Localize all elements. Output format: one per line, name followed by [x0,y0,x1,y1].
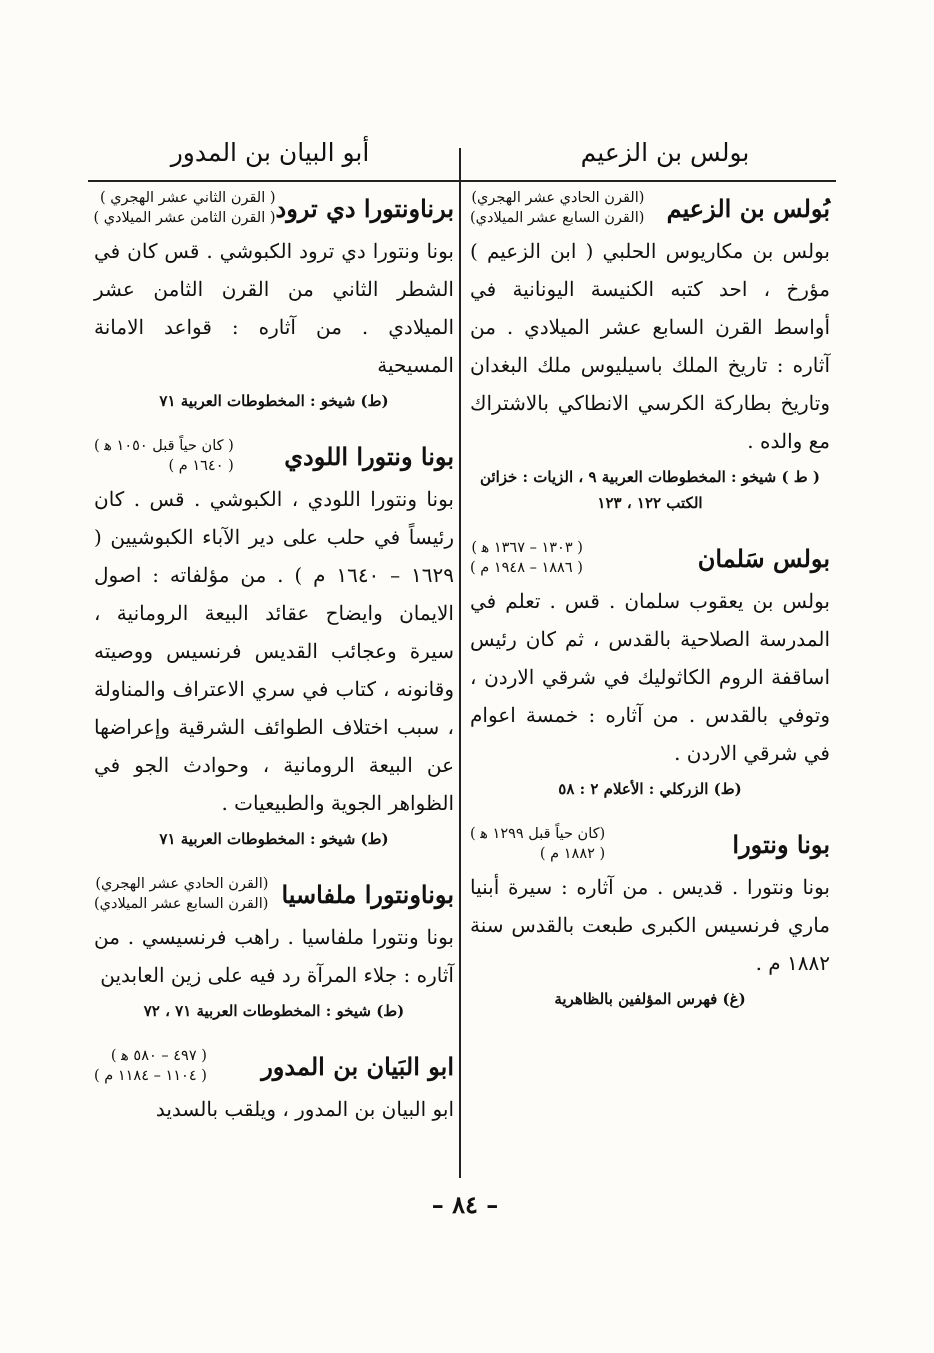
entry-body: بولس بن يعقوب سلمان . قس . تعلم في المدرسة الصلاحية بالقدس ، ثم كان رئيس اساقفة الروم الكاثوليك في شرقي الاردن ، وتوفي بالقدس . من آثاره : خمسة اعوام في شرقي الاردن . [470,589,830,765]
entry-date-gregorian: ( ١٦٤٠ م ) [168,458,234,474]
entry-dates [94,436,234,476]
entry-date-gregorian: ( ١٨٨٦ – ١٩٤٨ م ) [470,560,583,576]
entry-date-hijri: ( ١٣٠٣ – ١٣٦٧ ﻫ ) [471,540,583,556]
entry [94,436,454,852]
entry-heading [94,874,454,914]
entry-name: برناونتورا دي ترود [275,193,454,223]
entry-heading [94,188,454,228]
entry-body: بونا ونتورا ملفاسيا . راهب فرنسيسي . من آثاره : جلاء المرآة رد فيه على زين العابدين [94,925,454,987]
entry-date-gregorian: ( ١٨٨٢ م ) [539,846,606,862]
entry-body: بولس بن مكاريوس الحلبي ( ابن الزعيم ) مؤرخ ، احد كتبه الكنيسة اليونانية في أواسط القرن السابع عشر الميلادي . من آثاره : تاريخ الملك باسيليوس ملك البغدان وتاريخ بطاركة الكرسي الانطاكي بالاشتراك مع والده . [470,239,830,453]
entry-heading [94,1046,454,1086]
entry [94,188,454,414]
entry-source: (ط) شيخو : المخطوطات العربية ٧١ [159,830,389,848]
entry-date-hijri: ( كان حياً قبل ١٠٥٠ ﻫ ) [94,438,234,454]
entry-date-hijri: (القرن الحادي عشر الهجري) [471,190,645,206]
entry-date-gregorian: ( ١١٠٤ – ١١٨٤ م ) [94,1068,207,1084]
page-number: – ٨٤ – [431,1190,499,1219]
entry [94,1046,454,1128]
entry-date-hijri: (القرن الحادي عشر الهجري) [95,876,269,892]
entry-date-gregorian: ( القرن الثامن عشر الميلادي ) [93,210,276,226]
entry-date-hijri: (كان حياً قبل ١٢٩٩ ﻫ ) [470,826,606,842]
entry-date-gregorian: (القرن السابع عشر الميلادي) [470,210,645,226]
entry [470,824,830,1012]
running-header-left: أبو البيان بن المدور [170,138,370,167]
entry [470,538,830,802]
entry-dates [94,874,268,914]
entry-heading [470,188,830,228]
entry-body: بونا ونتورا اللودي ، الكبوشي . قس . كان رئيساً في حلب على دير الآباء الكبوشيين ( ١٦٢٩ – ١٦٤٠ م ) . من مؤلفاته : اصول الايمان وايضاح عقائد البيعة الرومانية ، سيرة وعجائب القديس فرنسيس ووصيته وقانونه ، كتاب في سري الاعتراف والمناولة ، سبب اختلاف الطوائف الشرقية وإعراضها عن البيعة الرومانية ، وحوادث الجو في الظواهر الجوية والطبيعيات . [94,487,454,815]
entry-source: (غ) فهرس المؤلفين بالظاهرية [554,990,746,1008]
header-rule [88,180,836,182]
entry-name: ابو البَيان بن المدور [261,1051,454,1081]
entry-body: ابو البيان بن المدور ، ويلقب بالسديد [155,1097,454,1121]
entry [94,874,454,1024]
entry-name: بُولس بن الزعيم [666,193,830,223]
entry-source: (ط) شيخو : المخطوطات العربية ٧١ ، ٧٢ [143,1002,405,1020]
entry-name: بوناونتورا ملفاسيا [281,879,454,909]
entry-body: بونا ونتورا . قديس . من آثاره : سيرة أبنيا ماري فرنسيس الكبرى طبعت بالقدس سنة ١٨٨٢ م . [470,875,830,975]
entry-dates [470,188,644,228]
entry-date-gregorian: (القرن السابع عشر الميلادي) [94,896,269,912]
entry-heading [470,538,830,578]
entry-source: (ط) الزركلي : الأعلام ٢ : ٥٨ [558,780,742,798]
entry-name: بونا ونتورا [732,829,830,859]
entry-dates [470,824,605,864]
entry-dates [94,1046,207,1086]
entry-source: ( ط ) شيخو : المخطوطات العربية ٩ ، الزيات : خزائن الكتب ١٢٢ ، ١٢٣ [480,468,820,512]
entry-source: (ط) شيخو : المخطوطات العربية ٧١ [159,392,389,410]
entry-dates [93,188,275,228]
right-column [470,188,830,1034]
entry [470,188,830,516]
entry-dates [470,538,583,578]
entry-date-hijri: ( ٤٩٧ – ٥٨٠ ﻫ ) [110,1048,207,1064]
entry-date-hijri: ( القرن الثاني عشر الهجري ) [99,190,276,206]
entry-heading [94,436,454,476]
entry-body: بونا ونتورا دي ترود الكبوشي . قس كان في الشطر الثاني من القرن الثامن عشر الميلادي . من آثاره : قواعد الامانة المسيحية [94,239,454,377]
column-divider [459,148,461,1178]
running-header-right: بولس بن الزعيم [580,138,750,167]
entry-name: بولس سَلمان [697,543,830,573]
entry-heading [470,824,830,864]
entry-name: بونا ونتورا اللودي [284,441,454,471]
left-column [94,188,454,1150]
